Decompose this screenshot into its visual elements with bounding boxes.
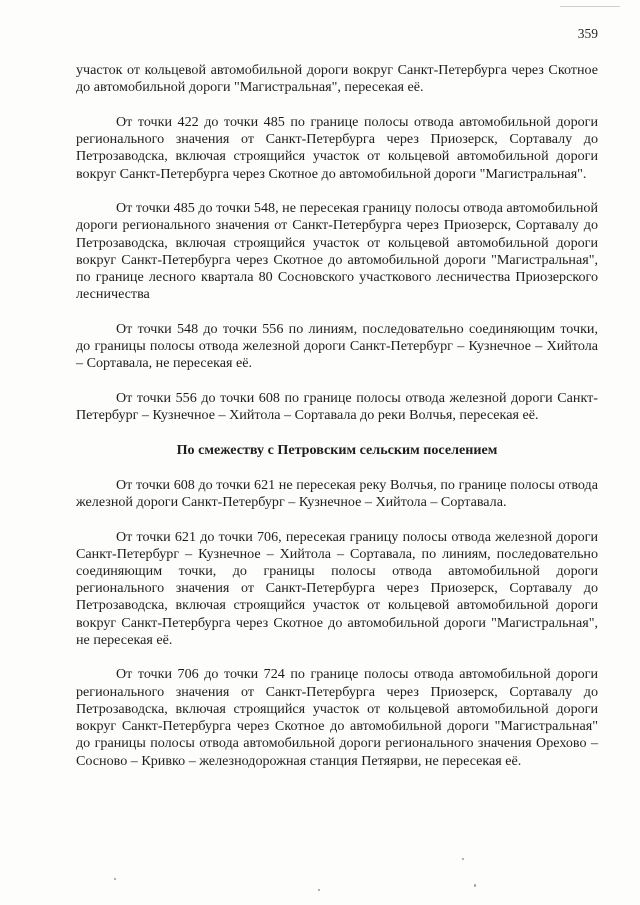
paragraph-points-706-724: От точки 706 до точки 724 по границе полосы отвода автомобильной дороги регионального значения от Санкт-Петербурга через Приозерск, Сортавалу до Петрозаводска, включая строящийся участок от кольцевой автомобильной дороги вокруг Санкт-Петербурга через Скотное до автомобильной дороги "Магистральная" до границы полосы отвода автомобильной дороги регионального значения Орехово – Сосново – Кривко – железнодорожная станция Петяярви, не пересекая её.: [76, 666, 598, 769]
paragraph-points-422-485: От точки 422 до точки 485 по границе полосы отвода автомобильной дороги регионального значения от Санкт-Петербурга через Приозерск, Сортавалу до Петрозаводска, включая строящийся участок от кольцевой автомобильной дороги вокруг Санкт-Петербурга через Скотное до автомобильной дороги "Магистральная".: [76, 113, 598, 182]
section-heading: По смежеству с Петровским сельским поселением: [176, 441, 498, 458]
document-body: [76, 62, 598, 787]
scan-speck: [462, 858, 464, 860]
scan-speck: [560, 6, 620, 7]
scan-speck: [114, 878, 116, 880]
page-number: 359: [577, 26, 598, 41]
paragraph-points-548-556: От точки 548 до точки 556 по линиям, последовательно соединяющим точки, до границы полосы отвода железной дороги Санкт-Петербург – Кузнечное – Хийтола – Сортавала, не пересекая её.: [76, 320, 598, 372]
paragraph-points-621-706: От точки 621 до точки 706, пересекая границу полосы отвода железной дороги Санкт-Петербург – Кузнечное – Хийтола – Сортавала, по линиям, последовательно соединяющим точки, до границы полосы отвода автомобильной дороги регионального значения от Санкт-Петербурга через Приозерск, Сортавалу до Петрозаводска, включая строящийся участок от кольцевой автомобильной дороги вокруг Санкт-Петербурга через Скотное до автомобильной дороги "Магистральная", не пересекая её.: [76, 528, 598, 648]
paragraph-points-485-548: От точки 485 до точки 548, не пересекая границу полосы отвода автомобильной дороги регионального значения от Санкт-Петербурга через Приозерск, Сортавалу до Петрозаводска, включая строящийся участок от кольцевой автомобильной дороги вокруг Санкт-Петербурга через Скотное до автомобильной дороги "Магистральная", по границе лесного квартала 80 Сосновского участкового лесничества Приозерского лесничества: [76, 200, 598, 303]
scan-speck: [318, 889, 320, 891]
scan-speck: [474, 884, 476, 887]
paragraph-continuation: участок от кольцевой автомобильной дороги вокруг Санкт-Петербурга через Скотное до автомобильной дороги "Магистральная", пересекая её.: [76, 62, 598, 96]
paragraph-points-608-621: От точки 608 до точки 621 не пересекая реку Волчья, по границе полосы отвода железной дороги Санкт-Петербург – Кузнечное – Хийтола – Сортавала.: [76, 476, 598, 510]
paragraph-points-556-608: От точки 556 до точки 608 по границе полосы отвода железной дороги Санкт-Петербург – Кузнечное – Хийтола – Сортавала до реки Волчья, пересекая её.: [76, 390, 598, 424]
